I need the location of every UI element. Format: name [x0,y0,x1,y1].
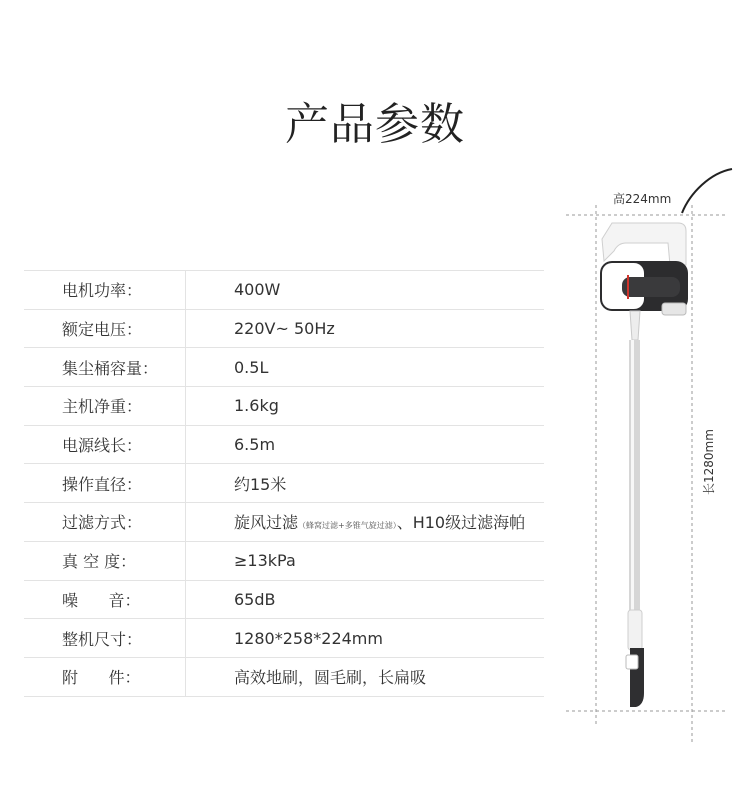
table-row [24,310,544,349]
wand-lower-connector [628,610,642,650]
height-dimension-label: 高224mm [613,192,672,206]
spec-value: 6.5m [234,435,276,455]
spec-label: 噪 音： [24,581,186,619]
spec-value: 65dB [234,589,276,609]
spec-label: 附 件： [24,658,186,696]
spec-value-main: 旋风过滤 [234,513,299,533]
spec-value: 1280*258*224mm [234,628,383,648]
table-row [24,503,544,542]
spec-value: 400W [234,280,281,300]
table-row [24,581,544,620]
spec-label: 电机功率： [24,271,186,309]
length-dimension-label: 长1280mm [702,429,716,495]
wand-highlight [631,340,634,610]
wand-tube [629,340,640,610]
table-row [24,271,544,310]
motor-cylinder [622,277,680,297]
vacuum-cleaner-image [560,165,750,765]
spec-label: 过滤方式： [24,503,186,541]
spec-value-note: （蜂窝过滤+多锥气旋过滤） [298,521,397,531]
spec-label: 操作直径： [24,464,186,502]
power-cord [682,169,732,213]
table-row [24,619,544,658]
spec-label: 整机尺寸： [24,619,186,657]
spec-value: 1.6kg [234,396,279,416]
spec-table [24,270,544,697]
battery-clip [662,303,686,315]
table-row [24,426,544,465]
table-row [24,542,544,581]
handle [602,223,686,265]
spec-label: 额定电压： [24,310,186,348]
table-row [24,348,544,387]
wand-connector [630,311,640,340]
spec-label: 电源线长： [24,426,186,464]
table-row [24,658,544,697]
product-illustration [560,165,750,765]
spec-value: ≥13kPa [234,551,296,571]
spec-label: 集尘桶容量： [24,348,186,386]
spec-label: 主机净重： [24,387,186,425]
spec-value: 高效地刷，圆毛刷，长扁吸 [234,668,427,688]
floor-brush-joint [626,655,638,669]
page-title: 产品参数 [285,99,465,150]
spec-value: 约15米 [234,474,287,494]
spec-value: 0.5L [234,357,269,377]
spec-value [186,510,544,533]
spec-value-tail: 、H10级过滤海帕 [396,513,526,533]
spec-label: 真 空 度： [24,542,186,580]
table-row [24,387,544,426]
spec-value: 220V~ 50Hz [234,319,335,339]
table-row [24,464,544,503]
